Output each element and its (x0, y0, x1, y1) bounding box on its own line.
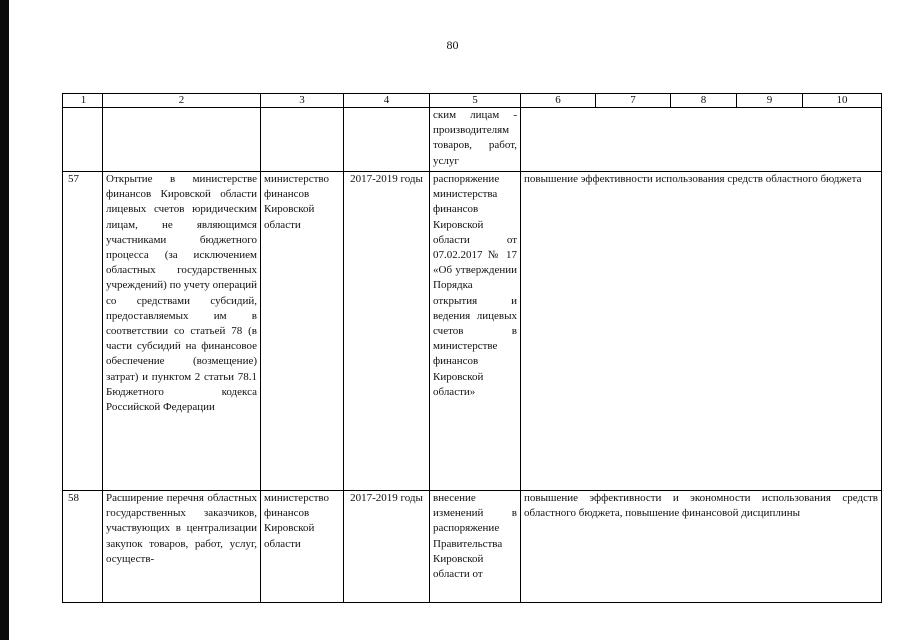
measure-cell: Открытие в министерстве финансов Кировской области лицевых счетов юридическим лицам, не являющимся участниками бюджетного процесса (за исключением областных государственных учреждений) по учету операций со средствами субсидий, предоставляемых им в соответствии со статьей 78 (в части субсидий на финансовое обеспечение (возмещение) затрат) и пунктом 2 статьи 78.1 Бюджетного кодекса Российской Федерации (103, 172, 261, 491)
measure-cell (103, 108, 261, 172)
header-cell: 5 (430, 94, 521, 108)
page-number: 80 (446, 38, 459, 52)
header-cell: 9 (737, 94, 803, 108)
header-cell: 7 (596, 94, 671, 108)
term-cell: 2017-2019 годы (344, 172, 430, 491)
header-cell: 6 (521, 94, 596, 108)
header-cell: 4 (344, 94, 430, 108)
table-row (63, 172, 882, 491)
term-cell (344, 108, 430, 172)
document-cell: ским лицам - производителям товаров, работ, услуг (430, 108, 521, 172)
header-cell: 10 (803, 94, 882, 108)
scan-edge (0, 0, 9, 640)
row-number (63, 108, 103, 172)
header-cell: 3 (261, 94, 344, 108)
row-number: 57 (63, 172, 103, 491)
table-header-row (63, 94, 882, 108)
document-cell: распоряжение министерства финансов Кировской области от 07.02.2017 № 17 «Об утверждении Порядка открытия и ведения лицевых счетов в министерстве финансов Кировской области» (430, 172, 521, 491)
executor-cell (261, 108, 344, 172)
measure-cell: Расширение перечня областных государственных заказчиков, участвующих в централизации закупок товаров, работ, услуг, осуществ- (103, 491, 261, 603)
table-row (63, 491, 882, 603)
measures-table (62, 93, 882, 603)
result-cell (521, 108, 882, 172)
header-cell: 2 (103, 94, 261, 108)
term-cell: 2017-2019 годы (344, 491, 430, 603)
executor-cell: министерство финансов Кировской области (261, 172, 344, 491)
header-cell: 1 (63, 94, 103, 108)
table-row (63, 108, 882, 172)
result-cell: повышение эффективности использования средств областного бюджета (521, 172, 882, 491)
document-cell: внесение изменений в распоряжение Правительства Кировской области от (430, 491, 521, 603)
executor-cell: министерство финансов Кировской области (261, 491, 344, 603)
result-cell: повышение эффективности и экономности использования средств областного бюджета, повышение финансовой дисциплины (521, 491, 882, 603)
row-number: 58 (63, 491, 103, 603)
header-cell: 8 (671, 94, 737, 108)
